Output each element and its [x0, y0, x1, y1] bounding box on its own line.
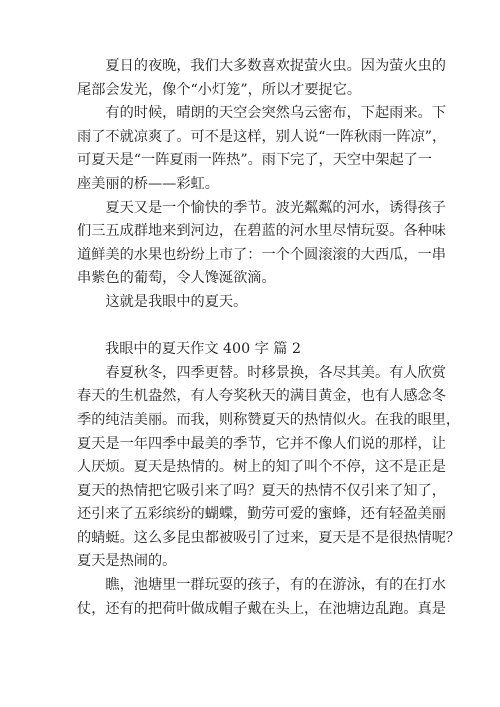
text-line: 雨了不就凉爽了。可不是这样，别人说“一阵秋雨一阵凉”，: [77, 128, 447, 145]
text-line: 人厌烦。夏天是热情的。树上的知了叫个不停，这不是正是: [77, 459, 446, 476]
text-line: 尾部会发光，像个“小灯笼”，所以才要捉它。: [77, 81, 362, 98]
section-2: [77, 362, 461, 622]
text-line: 座美丽的桥——彩虹。: [77, 175, 219, 192]
text-line: 可夏天是“一阵夏雨一阵热”。雨下完了，天空中架起了一: [77, 152, 433, 169]
text-line: 还引来了五彩缤纷的蝴蝶，勤劳可爱的蜜蜂，还有轻盈美丽: [77, 506, 446, 523]
text-line: 这就是我眼中的夏天。: [77, 293, 248, 310]
text-line: 夏天是热闹的。: [77, 553, 177, 570]
document-page: [77, 55, 461, 621]
text-line: 夏天是一年四季中最美的季节，它并不像人们说的那样，让: [77, 435, 446, 452]
section-heading: 我眼中的夏天作文 400 字 篇 2: [105, 341, 302, 358]
text-line: 夏天的热情把它吸引来了吗？夏天的热情不仅引来了知了，: [77, 482, 446, 499]
text-line: 夏日的夜晚，我们大多数喜欢捉萤火虫。因为萤火虫的: [77, 58, 446, 74]
text-line: 春天的生机盎然，有人夸奖秋天的满目黄金，也有人感念冬: [77, 388, 446, 405]
section-1: [77, 55, 447, 315]
text-line: 有的时候，晴朗的天空会突然乌云密布，下起雨来。下: [77, 105, 446, 122]
text-line: 春夏秋冬，四季更替。时移景换，各尽其美。有人欣赏: [77, 364, 446, 381]
text-line: 夏天又是一个愉快的季节。波光粼粼的河水，诱得孩子: [77, 199, 446, 216]
text-line: 道鲜美的水果也纷纷上市了：一个个圆滚滚的大西瓜，一串: [77, 246, 446, 263]
text-line: 瞧，池塘里一群玩耍的孩子，有的在游泳，有的在打水: [77, 577, 446, 594]
text-line: 们三五成群地来到河边，在碧蓝的河水里尽情玩耍。各种味: [77, 223, 446, 240]
text-line: 的蜻蜓。这么多昆虫都被吸引了过来，夏天是不是很热情呢？: [77, 529, 461, 546]
section-spacer: [77, 315, 429, 339]
text-line: 季的纯洁美丽。而我，则称赞夏天的热情似火。在我的眼里，: [77, 411, 461, 428]
text-line: 仗，还有的把荷叶做成帽子戴在头上，在池塘边乱跑。真是: [77, 600, 446, 617]
text-line: 串紫色的葡萄，令人馋涎欲滴。: [77, 270, 276, 287]
